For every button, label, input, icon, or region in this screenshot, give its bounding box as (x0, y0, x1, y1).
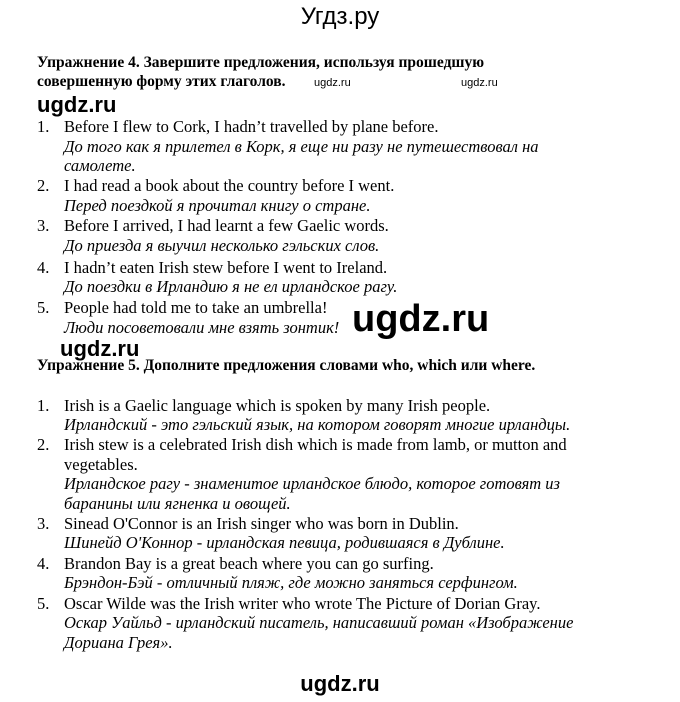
russian-translation: Перед поездкой я прочитал книгу о стране. (64, 196, 371, 215)
item-number: 4. (37, 554, 50, 573)
item-number: 2. (37, 176, 50, 195)
watermark: ugdz.ru (352, 298, 490, 340)
russian-translation: До того как я прилетел в Корк, я еще ни разу не путешествовал на (64, 137, 539, 156)
exercise4-heading-line1: Упражнение 4. Завершите предложения, используя прошедшую (37, 54, 485, 71)
russian-translation: Шинейд О'Коннор - ирландская певица, родившаяся в Дублине. (64, 533, 505, 552)
russian-translation: Люди посоветовали мне взять зонтик! (64, 318, 340, 337)
exercise4-heading-line2: совершенную форму этих глаголов. (37, 73, 286, 90)
watermark: ugdz.ru (461, 77, 498, 89)
english-sentence: vegetables. (64, 455, 138, 474)
english-sentence: Irish is a Gaelic language which is spoken by many Irish people. (64, 396, 491, 415)
watermark: ugdz.ru (60, 336, 140, 361)
item-number: 3. (37, 514, 50, 533)
english-sentence: Brandon Bay is a great beach where you can go surfing. (64, 554, 434, 573)
item-number: 4. (37, 258, 50, 277)
watermark-footer: ugdz.ru (300, 671, 380, 696)
russian-translation: самолете. (64, 156, 136, 175)
item-number: 3. (37, 216, 50, 235)
site-title: Угдз.ру (300, 3, 380, 30)
watermark: ugdz.ru (37, 92, 117, 117)
english-sentence: Before I flew to Cork, I hadn’t travelled by plane before. (64, 117, 439, 136)
english-sentence: People had told me to take an umbrella! (64, 298, 328, 317)
russian-translation: Оскар Уайльд - ирландский писатель, написавший роман «Изображение (64, 613, 574, 632)
russian-translation: Ирландское рагу - знаменитое ирландское блюдо, которое готовят из (64, 474, 560, 493)
exercise5-heading: Упражнение 5. Дополните предложения словами who, which или where. (37, 357, 536, 374)
item-number: 5. (37, 594, 50, 613)
english-sentence: Oscar Wilde was the Irish writer who wrote The Picture of Dorian Gray. (64, 594, 541, 613)
english-sentence: Irish stew is a celebrated Irish dish which is made from lamb, or mutton and (64, 435, 567, 454)
russian-translation: Брэндон-Бэй - отличный пляж, где можно заняться серфингом. (64, 573, 518, 592)
russian-translation: баранины или ягненка и овощей. (64, 494, 291, 513)
english-sentence: I had read a book about the country before I went. (64, 176, 395, 195)
russian-translation: До поездки в Ирландию я не ел ирландское рагу. (64, 277, 398, 296)
english-sentence: Before I arrived, I had learnt a few Gaelic words. (64, 216, 389, 235)
item-number: 2. (37, 435, 50, 454)
english-sentence: I hadn’t eaten Irish stew before I went to Ireland. (64, 258, 388, 277)
item-number: 1. (37, 396, 50, 415)
item-number: 5. (37, 298, 50, 317)
russian-translation: До приезда я выучил несколько гэльских слов. (64, 236, 380, 255)
russian-translation: Дориана Грея». (64, 633, 173, 652)
watermark: ugdz.ru (314, 77, 351, 89)
english-sentence: Sinead O'Connor is an Irish singer who was born in Dublin. (64, 514, 459, 533)
item-number: 1. (37, 117, 50, 136)
russian-translation: Ирландский - это гэльский язык, на котором говорят многие ирландцы. (64, 415, 571, 434)
